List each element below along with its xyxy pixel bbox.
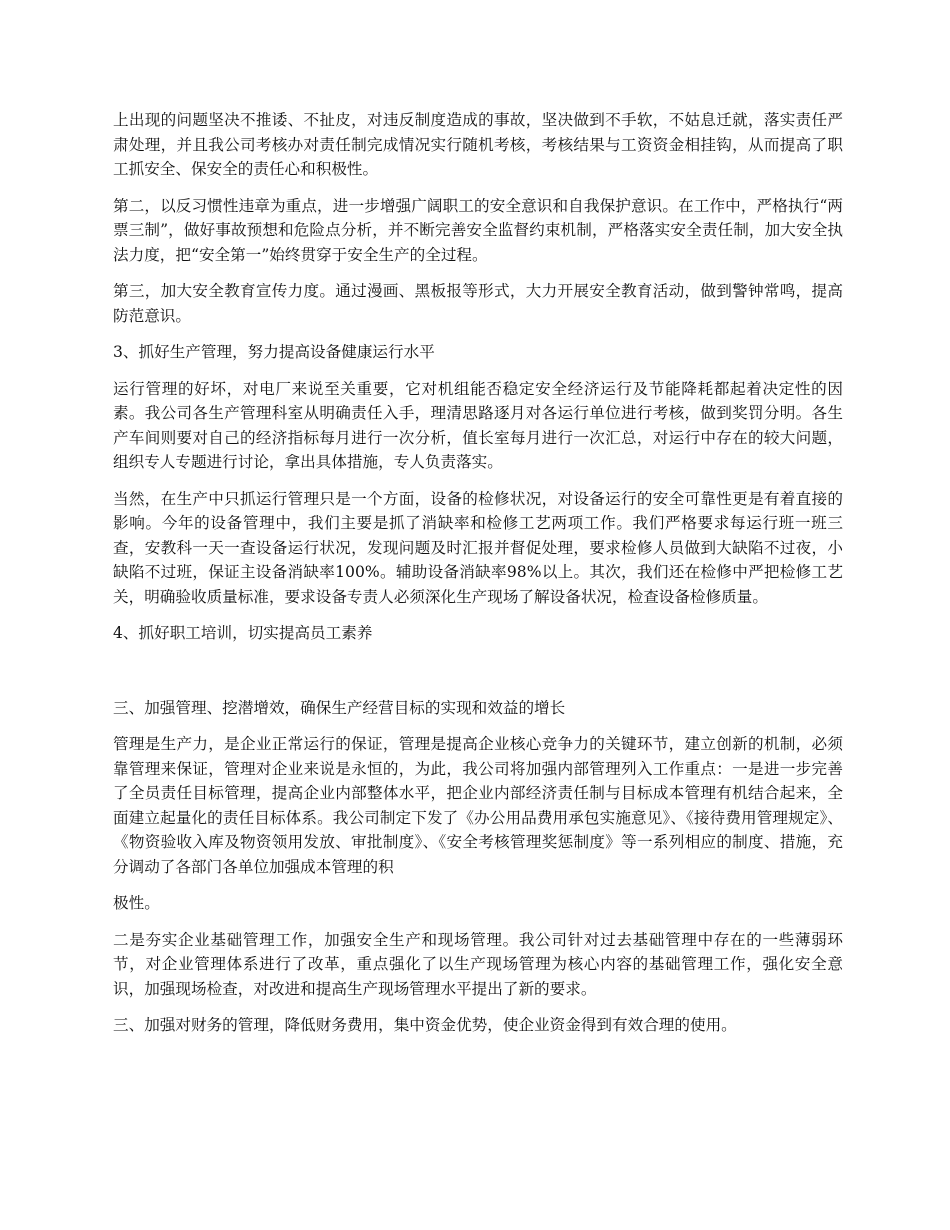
section-heading-strengthen-management: 三、加强管理、挖潜增效，确保生产经营目标的实现和效益的增长 [113,698,566,717]
section-heading-staff-training: 4、抓好职工培训，切实提高员工素养 [113,624,373,642]
paragraph-financial-management: 三、加强对财务的管理，降低财务费用，集中资金优势，使企业资金得到有效合理的使用。 [113,1016,737,1034]
paragraph-management-productivity: 管理是生产力，是企业正常运行的保证，管理是提高企业核心竞争力的关键环节，建立创新的机制，必须靠管理来保证，管理对企业来说是永恒的，为此，我公司将加强内部管理列入工作重点：一是进一步完善了全员责任目标管理，提高企业内部整体水平，把企业内部经济责任制与目标成本管理有机结合起来，全面建立起量化的责任目标体系。我公司制定下发了《办公用品费用承包实施意见》、《接待费用管理规定》、《物资验收入库及物资领用发放、审批制度》、《安全考核管理奖惩制度》等一系列相应的制度、措施，充分调动了各部门各单位加强成本管理的积 [113,735,843,876]
section-heading-production-management: 3、抓好生产管理，努力提高设备健康运行水平 [113,343,435,361]
paragraph-third-safety-education: 第三，加大安全教育宣传力度。通过漫画、黑板报等形式，大力开展安全教育活动，做到警钟常鸣，提高防范意识。 [113,282,843,325]
paragraph-equipment-maintenance: 当然，在生产中只抓运行管理只是一个方面，设备的检修状况，对设备运行的安全可靠性更是有着直接的影响。今年的设备管理中，我们主要是抓了消缺率和检修工艺两项工作。我们严格要求每运行班一班三查，安教科一天一查设备运行状况，发现问题及时汇报并督促处理，要求检修人员做到大缺陷不过夜，小缺陷不过班，保证主设备消缺率100%。辅助设备消缺率98%以上。其次，我们还在检修中严把检修工艺关，明确验收质量标准，要求设备专责人必须深化生产现场了解设备状况，检查设备检修质量。 [113,489,843,606]
paragraph-continuation: 极性。 [113,894,160,912]
paragraph-second-habitual-violations: 第二，以反习惯性违章为重点，进一步增强广阔职工的安全意识和自我保护意识。在工作中，严格执行“两票三制”，做好事故预想和危险点分析，并不断完善安全监督约束机制，严格落实安全责任制，加大安全执法力度，把“安全第一”始终贯穿于安全生产的全过程。 [113,196,843,264]
paragraph-operation-management: 运行管理的好坏，对电厂来说至关重要，它对机组能否稳定安全经济运行及节能降耗都起着决定性的因素。我公司各生产管理科室从明确责任入手，理清思路逐月对各运行单位进行考核，做到奖罚分明。各生产车间则要对自己的经济指标每月进行一次分析，值长室每月进行一次汇总，对运行中存在的较大问题，组织专人专题进行讨论，拿出具体措施，专人负责落实。 [113,379,843,471]
paragraph-responsibility-assessment: 上出现的问题坚决不推诿、不扯皮，对违反制度造成的事故，坚决做到不手软，不姑息迁就，落实责任严肃处理，并且我公司考核办对责任制完成情况实行随机考核，考核结果与工资资金相挂钩，从而提高了职工抓安全、保安全的责任心和积极性。 [113,111,843,178]
paragraph-basic-management: 二是夯实企业基础管理工作，加强安全生产和现场管理。我公司针对过去基础管理中存在的一些薄弱环节，对企业管理体系进行了改革，重点强化了以生产现场管理为核心内容的基础管理工作，强化安全意识，加强现场检查，对改进和提高生产现场管理水平提出了新的要求。 [113,930,843,998]
section-gap [113,658,843,696]
document-page [113,108,843,1050]
